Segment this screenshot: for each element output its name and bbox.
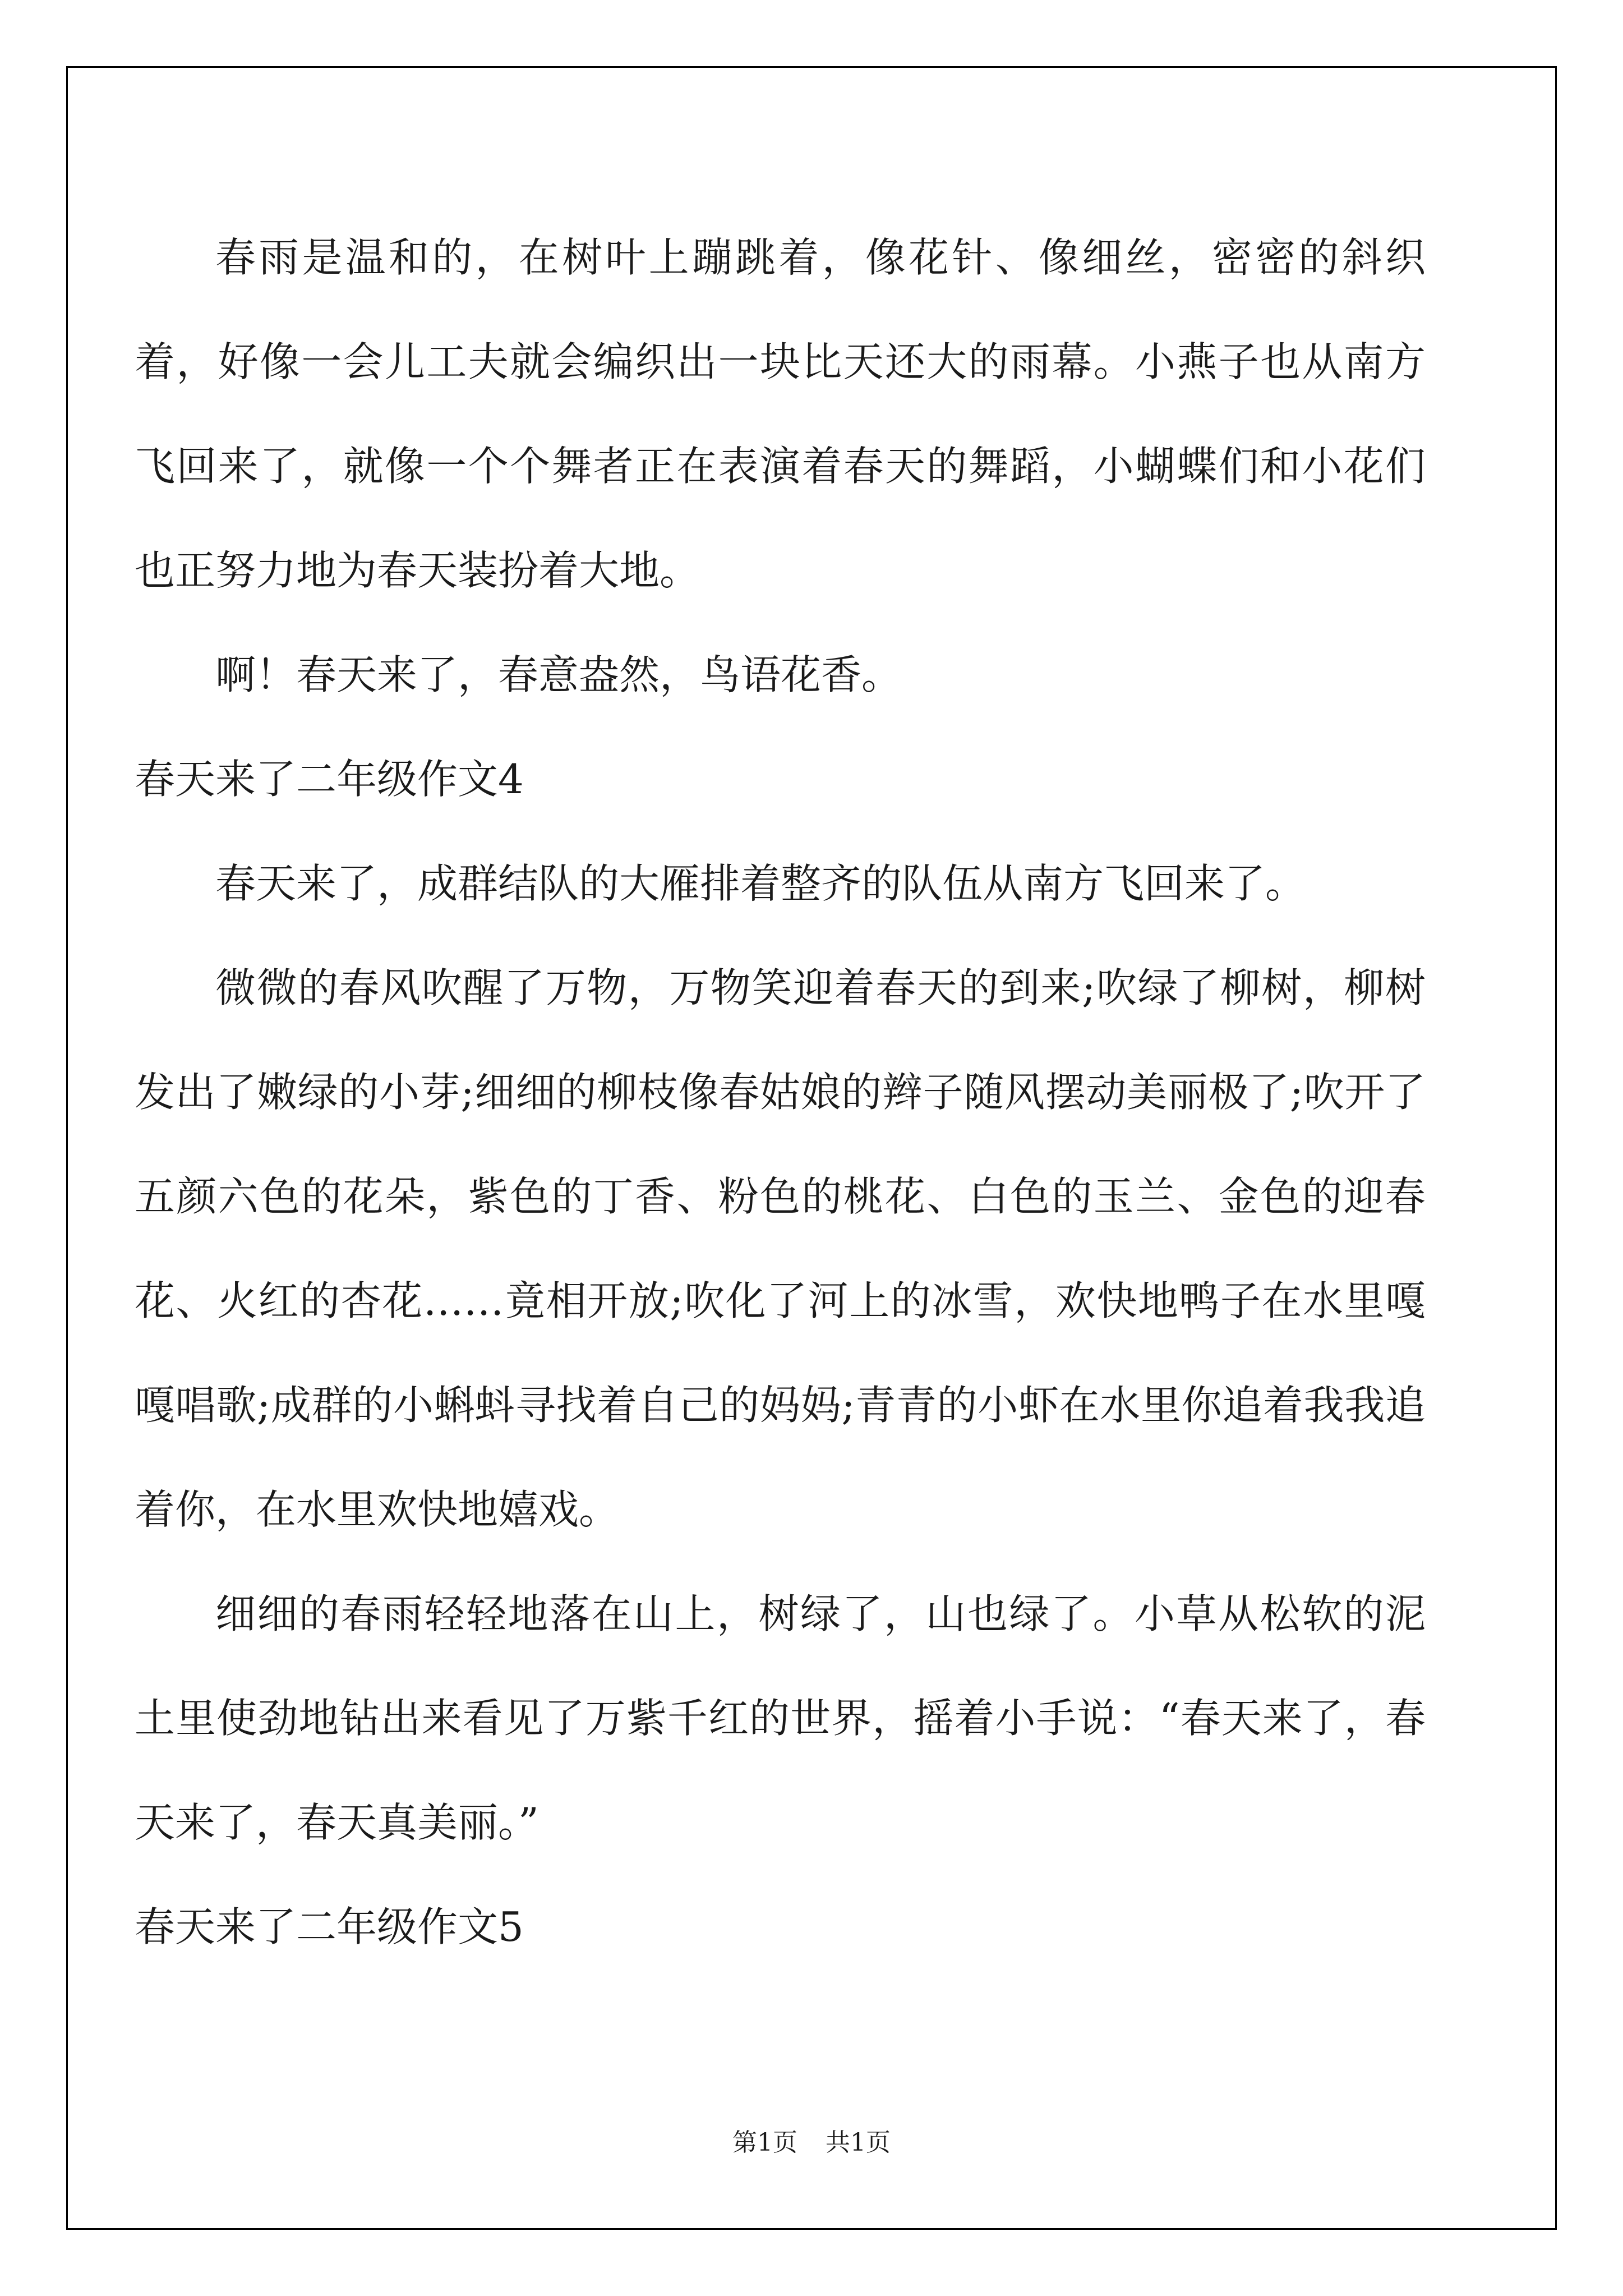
page-footer	[0, 2126, 1623, 2160]
paragraph-spring-wind: 微微的春风吹醒了万物，万物笑迎着春天的到来;吹绿了柳树，柳树发出了嫩绿的小芽;细细的柳枝像春姑娘的辫子随风摆动美丽极了;吹开了五颜六色的花朵，紫色的丁香、粉色的桃花、白色的玉兰、金色的迎春花、火红的杏花……竟相开放;吹化了河上的冰雪，欢快地鸭子在水里嘎嘎唱歌;成群的小蝌蚪寻找着自己的妈妈;青青的小虾在水里你追着我我追着你，在水里欢快地嬉戏。	[135, 964, 1426, 1533]
section-heading-5: 春天来了二年级作文5	[135, 1903, 524, 1950]
document-body	[135, 205, 1426, 1979]
page-total: 共1页	[826, 2128, 891, 2157]
section-heading-4: 春天来了二年级作文4	[135, 756, 524, 803]
paragraph-exclamation: 啊！春天来了，春意盎然，鸟语花香。	[215, 651, 902, 698]
paragraph-spring-rain: 春雨是温和的，在树叶上蹦跳着，像花针、像细丝，密密的斜织着，好像一会儿工夫就会编织出一块比天还大的雨幕。小燕子也从南方飞回来了，就像一个个舞者正在表演着春天的舞蹈，小蝴蝶们和小花们也正努力地为春天装扮着大地。	[135, 234, 1426, 594]
paragraph-spring-drizzle: 细细的春雨轻轻地落在山上，树绿了，山也绿了。小草从松软的泥土里使劲地钻出来看见了万紫千红的世界，摇着小手说：“春天来了，春天来了，春天真美丽。”	[135, 1590, 1426, 1846]
paragraph-geese: 春天来了，成群结队的大雁排着整齐的队伍从南方飞回来了。	[215, 860, 1306, 907]
page-number: 第1页	[732, 2128, 797, 2157]
